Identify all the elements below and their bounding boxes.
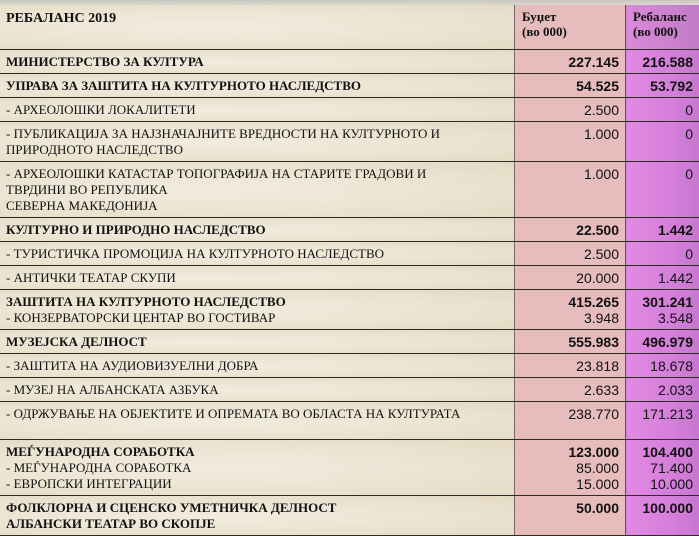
budget-value-line: 2.633 [515,382,619,398]
row-label-line: МУЗЕЈСКА ДЕЛНОСТ [6,334,514,350]
rebalance-value [626,440,699,496]
rebalance-column-header [626,5,699,50]
rebalance-value [626,266,699,290]
row-label [0,330,515,354]
rebalance-value-line: 3.548 [626,310,693,326]
budget-value [515,330,626,354]
row-label-line: - ПУБЛИКАЦИЈА ЗА НАЈЗНАЧАЈНИТЕ ВРЕДНОСТИ НА КУЛТУРНОТО И [6,126,514,142]
budget-value-line: 23.818 [515,358,619,374]
table-row [0,354,699,378]
rebalance-value-line: 0 [626,166,693,182]
row-label [0,74,515,98]
budget-header-line-2: (во 000) [522,24,619,39]
budget-value-line: 238.770 [515,406,619,422]
rebalance-value-line: 104.400 [626,444,693,460]
row-label-line: - АРХЕОЛОШКИ КАТАСТАР ТОПОГРАФИЈА НА СТАРИТЕ ГРАДОВИ И [6,166,514,182]
budget-value-line: 123.000 [515,444,619,460]
row-label [0,242,515,266]
rebalance-value-line: 1.442 [626,222,693,238]
rebalance-value [626,290,699,330]
rebalance-value [626,98,699,122]
budget-value [515,74,626,98]
budget-value [515,242,626,266]
rebalance-value [626,354,699,378]
rebalance-value-line: 171.213 [626,406,693,422]
table-row [0,290,699,330]
table-title: РЕБАЛАНС 2019 [0,5,515,50]
budget-value [515,402,626,440]
budget-value [515,50,626,74]
table-row [0,218,699,242]
row-label-line: - ОДРЖУВАЊЕ НА ОБЈЕКТИТЕ И ОПРЕМАТА ВО ОБЛАСТА НА КУЛТУРАТА [6,406,514,422]
row-label-line: АЛБАНСКИ ТЕАТАР ВО СКОПЈЕ [6,516,514,532]
budget-value [515,378,626,402]
rebalance-header-line-2: (во 000) [633,24,693,39]
row-label [0,266,515,290]
row-label-line: - КОНЗЕРВАТОРСКИ ЦЕНТАР ВО ГОСТИВАР [6,310,514,326]
row-label-line: - МУЗЕЈ НА АЛБАНСКАТА АЗБУКА [6,382,514,398]
row-label [0,402,515,440]
rebalance-value [626,50,699,74]
rebalance-value [626,496,699,536]
rebalance-value-line: 216.588 [626,54,693,70]
rebalance-value-line: 100.000 [626,500,693,516]
row-label [0,440,515,496]
table-row [0,266,699,290]
rebalance-value [626,402,699,440]
budget-header-line-1: Буџет [522,9,619,24]
table-row [0,98,699,122]
row-label-line: МЕЃУНАРОДНА СОРАБОТКА [6,444,514,460]
budget-value-line: 85.000 [515,460,619,476]
budget-value [515,354,626,378]
budget-value [515,266,626,290]
budget-value [515,98,626,122]
row-label-line: КУЛТУРНО И ПРИРОДНО НАСЛЕДСТВО [6,222,514,238]
rebalance-value [626,242,699,266]
rebalance-value-line: 1.442 [626,270,693,286]
rebalance-value [626,162,699,218]
budget-value [515,290,626,330]
budget-value [515,122,626,162]
table-row [0,242,699,266]
budget-value-line: 1.000 [515,126,619,142]
row-label [0,98,515,122]
table-row [0,330,699,354]
budget-value-line: 22.500 [515,222,619,238]
budget-value-line: 1.000 [515,166,619,182]
table-row [0,162,699,218]
row-label-line: - ТУРИСТИЧКА ПРОМОЦИЈА НА КУЛТУРНОТО НАСЛЕДСТВО [6,246,514,262]
budget-value-line: 3.948 [515,310,619,326]
budget-column-header [515,5,626,50]
budget-value-line: 555.983 [515,334,619,350]
table-row [0,378,699,402]
table-row [0,74,699,98]
row-label [0,378,515,402]
budget-value [515,496,626,536]
budget-value-line: 227.145 [515,54,619,70]
row-label-line: - ЕВРОПСКИ ИНТЕГРАЦИИ [6,476,514,492]
rebalance-value-line: 496.979 [626,334,693,350]
rebalance-value [626,330,699,354]
rebalance-value [626,378,699,402]
table-row [0,122,699,162]
row-label-line: МИНИСТЕРСТВО ЗА КУЛТУРА [6,54,514,70]
budget-value-line: 54.525 [515,78,619,94]
row-label [0,50,515,74]
rebalance-value-line: 53.792 [626,78,693,94]
budget-value [515,440,626,496]
rebalance-value [626,218,699,242]
row-label [0,122,515,162]
rebalance-value-line: 2.033 [626,382,693,398]
row-label [0,354,515,378]
row-label-line: - АРХЕОЛОШКИ ЛОКАЛИТЕТИ [6,102,514,118]
table-header-row [0,5,699,50]
row-label-line: УПРАВА ЗА ЗАШТИТА НА КУЛТУРНОТО НАСЛЕДСТВО [6,78,514,94]
row-label-line: - ЗАШТИТА НА АУДИОВИЗУЕЛНИ ДОБРА [6,358,514,374]
row-label-line: ФОЛКЛОРНА И СЦЕНСКО УМЕТНИЧКА ДЕЛНОСТ [6,500,514,516]
budget-value [515,218,626,242]
row-label-line: ЗАШТИТА НА КУЛТУРНОТО НАСЛЕДСТВО [6,294,514,310]
row-label-line: - АНТИЧКИ ТЕАТАР СКУПИ [6,270,514,286]
rebalance-value-line: 71.400 [626,460,693,476]
rebalance-value-line: 0 [626,102,693,118]
budget-value-line: 20.000 [515,270,619,286]
budget-value-line: 2.500 [515,102,619,118]
rebalance-value-line: 10.000 [626,476,693,492]
budget-value-line: 15.000 [515,476,619,492]
rebalance-value-line: 0 [626,126,693,142]
budget-value-line: 415.265 [515,294,619,310]
rebalance-value [626,74,699,98]
table-row [0,440,699,496]
table-row [0,496,699,536]
budget-value [515,162,626,218]
row-label-line: - МЕЃУНАРОДНА СОРАБОТКА [6,460,514,476]
rebalance-value-line: 0 [626,246,693,262]
budget-rebalance-table [0,5,699,536]
rebalance-value-line: 301.241 [626,294,693,310]
row-label [0,162,515,218]
row-label-line: ТВРДИНИ ВО РЕПУБЛИКА [6,182,514,198]
rebalance-value-line: 18.678 [626,358,693,374]
rebalance-value [626,122,699,162]
rebalance-header-line-1: Ребаланс [633,9,693,24]
row-label [0,496,515,536]
row-label-line: СЕВЕРНА МАКЕДОНИЈА [6,198,514,214]
row-label-line: ПРИРОДНОТО НАСЛЕДСТВО [6,142,514,158]
budget-value-line: 50.000 [515,500,619,516]
budget-value-line: 2.500 [515,246,619,262]
table-row [0,50,699,74]
row-label [0,218,515,242]
row-label [0,290,515,330]
table-row [0,402,699,440]
